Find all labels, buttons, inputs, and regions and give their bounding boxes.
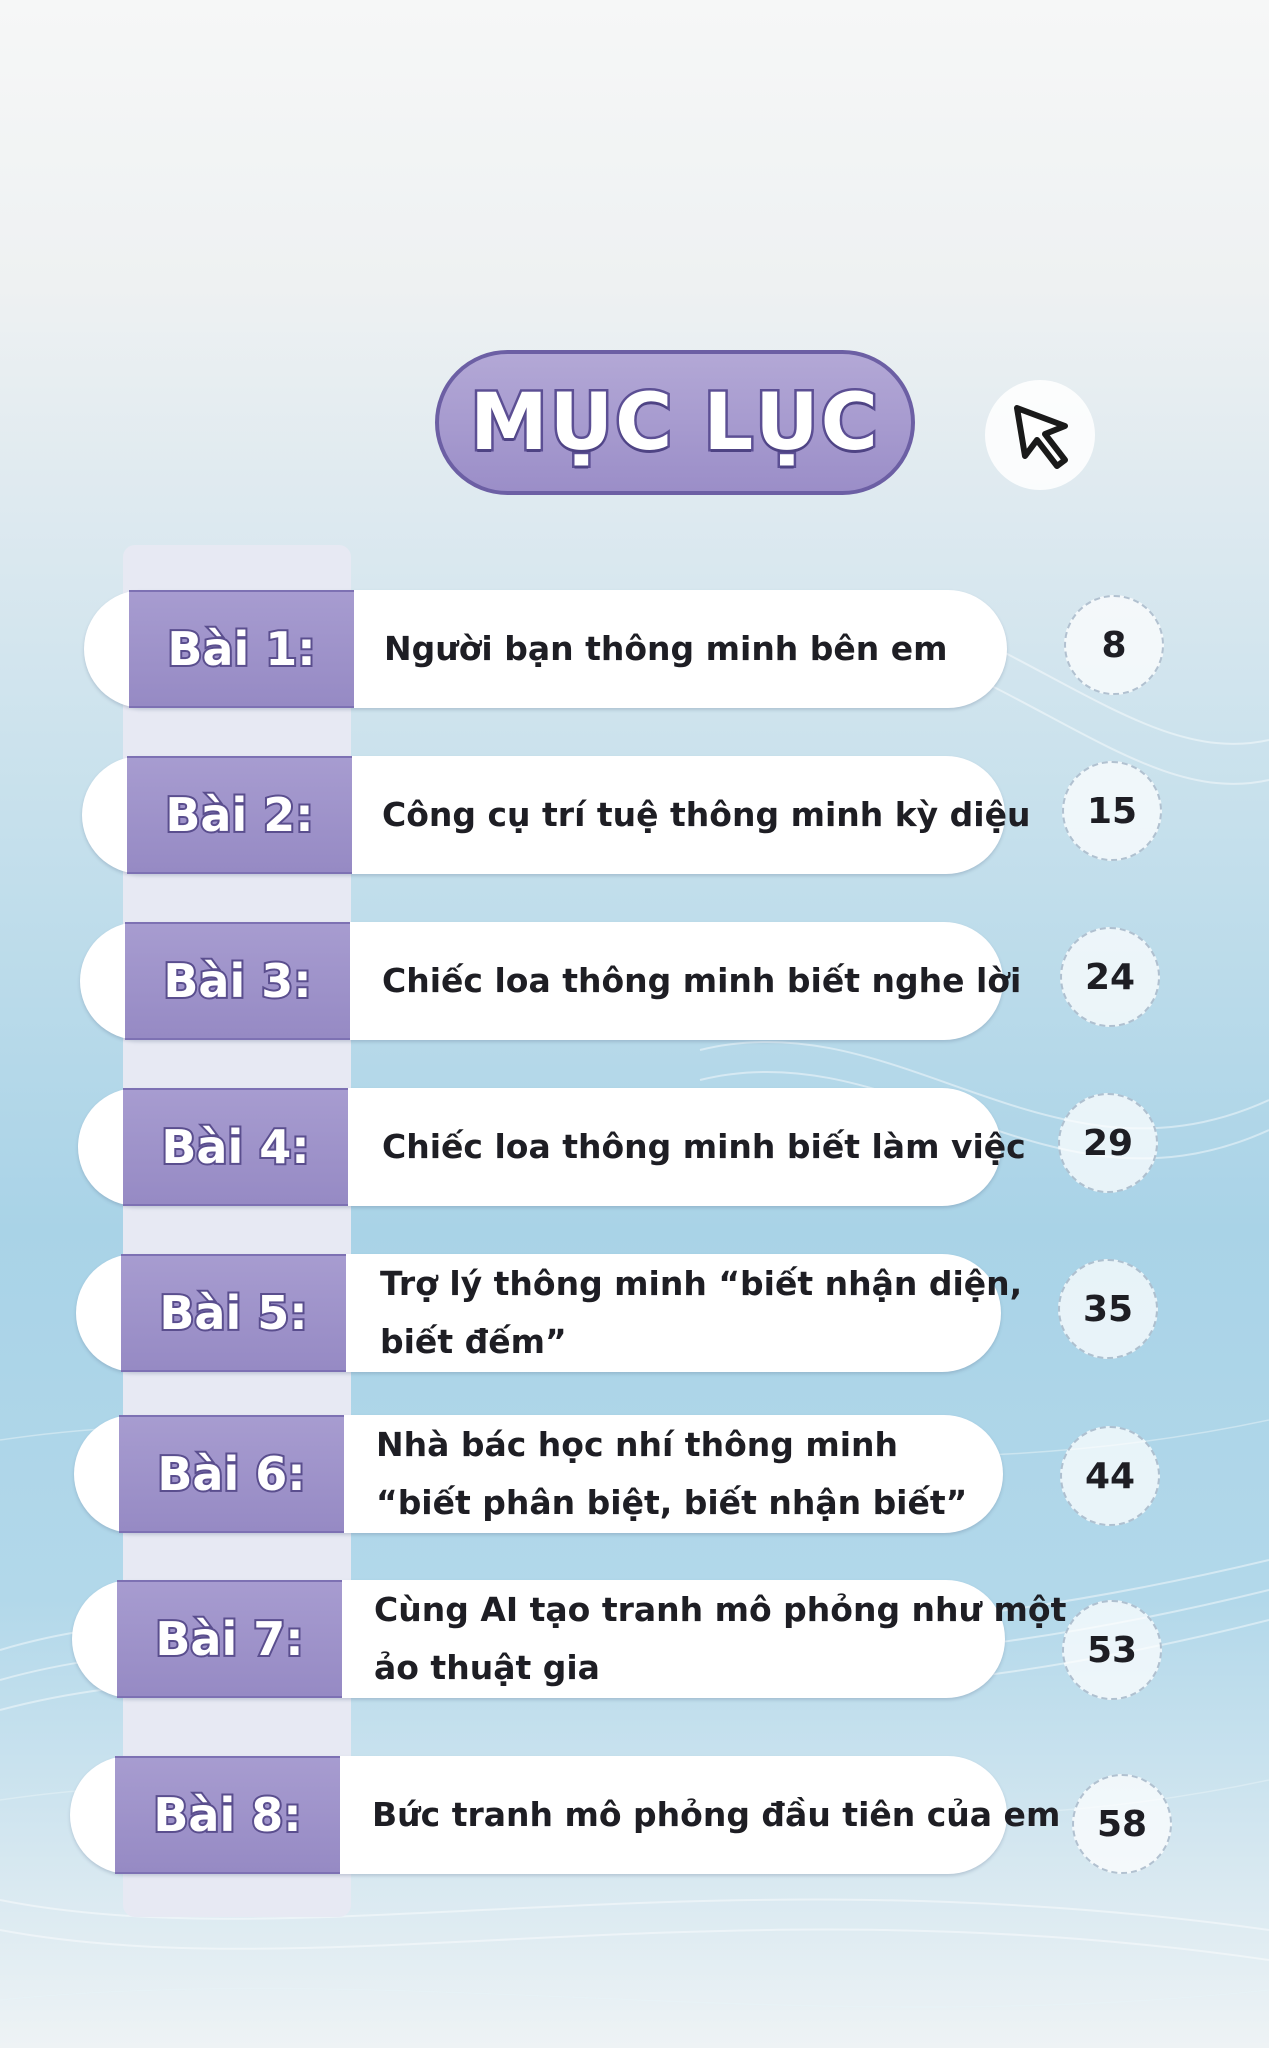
lesson-title <box>384 590 948 708</box>
lesson-label: Bài 7: <box>155 1612 304 1666</box>
page-number: 15 <box>1062 761 1162 861</box>
page-title: MỤC LỤC <box>470 377 880 468</box>
lesson-tab <box>129 590 354 708</box>
lesson-title-line: biết đếm” <box>380 1322 567 1361</box>
toc-row-7[interactable] <box>72 1580 1067 1698</box>
lesson-title-line: Trợ lý thông minh “biết nhận diện, <box>380 1264 1023 1303</box>
lesson-title <box>382 1088 1026 1206</box>
lesson-title-line: Chiếc loa thông minh biết làm việc <box>382 1127 1026 1166</box>
cursor-badge <box>985 380 1095 490</box>
lesson-label: Bài 3: <box>163 954 312 1008</box>
lesson-title-line: Cùng AI tạo tranh mô phỏng như một <box>374 1590 1067 1629</box>
lesson-title-line: Người bạn thông minh bên em <box>384 629 948 668</box>
lesson-label: Bài 4: <box>161 1120 310 1174</box>
lesson-tab <box>125 922 350 1040</box>
lesson-label: Bài 8: <box>153 1788 302 1842</box>
lesson-title-line: Bức tranh mô phỏng đầu tiên của em <box>372 1795 1061 1834</box>
lesson-title <box>382 922 1021 1040</box>
lesson-label: Bài 1: <box>167 622 316 676</box>
toc-row-3[interactable] <box>80 922 1022 1040</box>
page-number: 58 <box>1072 1774 1172 1874</box>
lesson-title <box>372 1756 1060 1874</box>
lesson-tab <box>117 1580 342 1698</box>
lesson-tab <box>127 756 352 874</box>
toc-row-5[interactable] <box>76 1254 1023 1372</box>
page-number: 24 <box>1060 927 1160 1027</box>
lesson-title-line: Chiếc loa thông minh biết nghe lời <box>382 961 1022 1000</box>
title-banner <box>435 350 915 495</box>
toc-row-2[interactable] <box>82 756 1031 874</box>
toc-row-6[interactable] <box>74 1415 1003 1533</box>
page-number: 53 <box>1062 1600 1162 1700</box>
page-number: 35 <box>1058 1259 1158 1359</box>
lesson-tab <box>115 1756 340 1874</box>
toc-row-1[interactable] <box>84 590 1007 708</box>
lesson-tab <box>123 1088 348 1206</box>
page-number: 8 <box>1064 595 1164 695</box>
lesson-tab <box>121 1254 346 1372</box>
lesson-label: Bài 6: <box>157 1447 306 1501</box>
lesson-label: Bài 2: <box>165 788 314 842</box>
lesson-label: Bài 5: <box>159 1286 308 1340</box>
tab-column-backdrop <box>123 545 351 1917</box>
toc-row-8[interactable] <box>70 1756 1061 1874</box>
lesson-title-line: Công cụ trí tuệ thông minh kỳ diệu <box>382 795 1031 834</box>
lesson-title-line: ảo thuật gia <box>374 1648 600 1687</box>
page-number: 44 <box>1060 1426 1160 1526</box>
cursor-arrow-icon <box>1013 404 1073 470</box>
toc-row-4[interactable] <box>78 1088 1026 1206</box>
lesson-title-line: Nhà bác học nhí thông minh <box>376 1425 899 1464</box>
lesson-title <box>380 1254 1022 1372</box>
lesson-title <box>382 756 1031 874</box>
lesson-tab <box>119 1415 344 1533</box>
lesson-title-line: “biết phân biệt, biết nhận biết” <box>376 1483 968 1522</box>
lesson-title <box>374 1580 1066 1698</box>
lesson-title <box>376 1415 967 1533</box>
page-number: 29 <box>1058 1093 1158 1193</box>
